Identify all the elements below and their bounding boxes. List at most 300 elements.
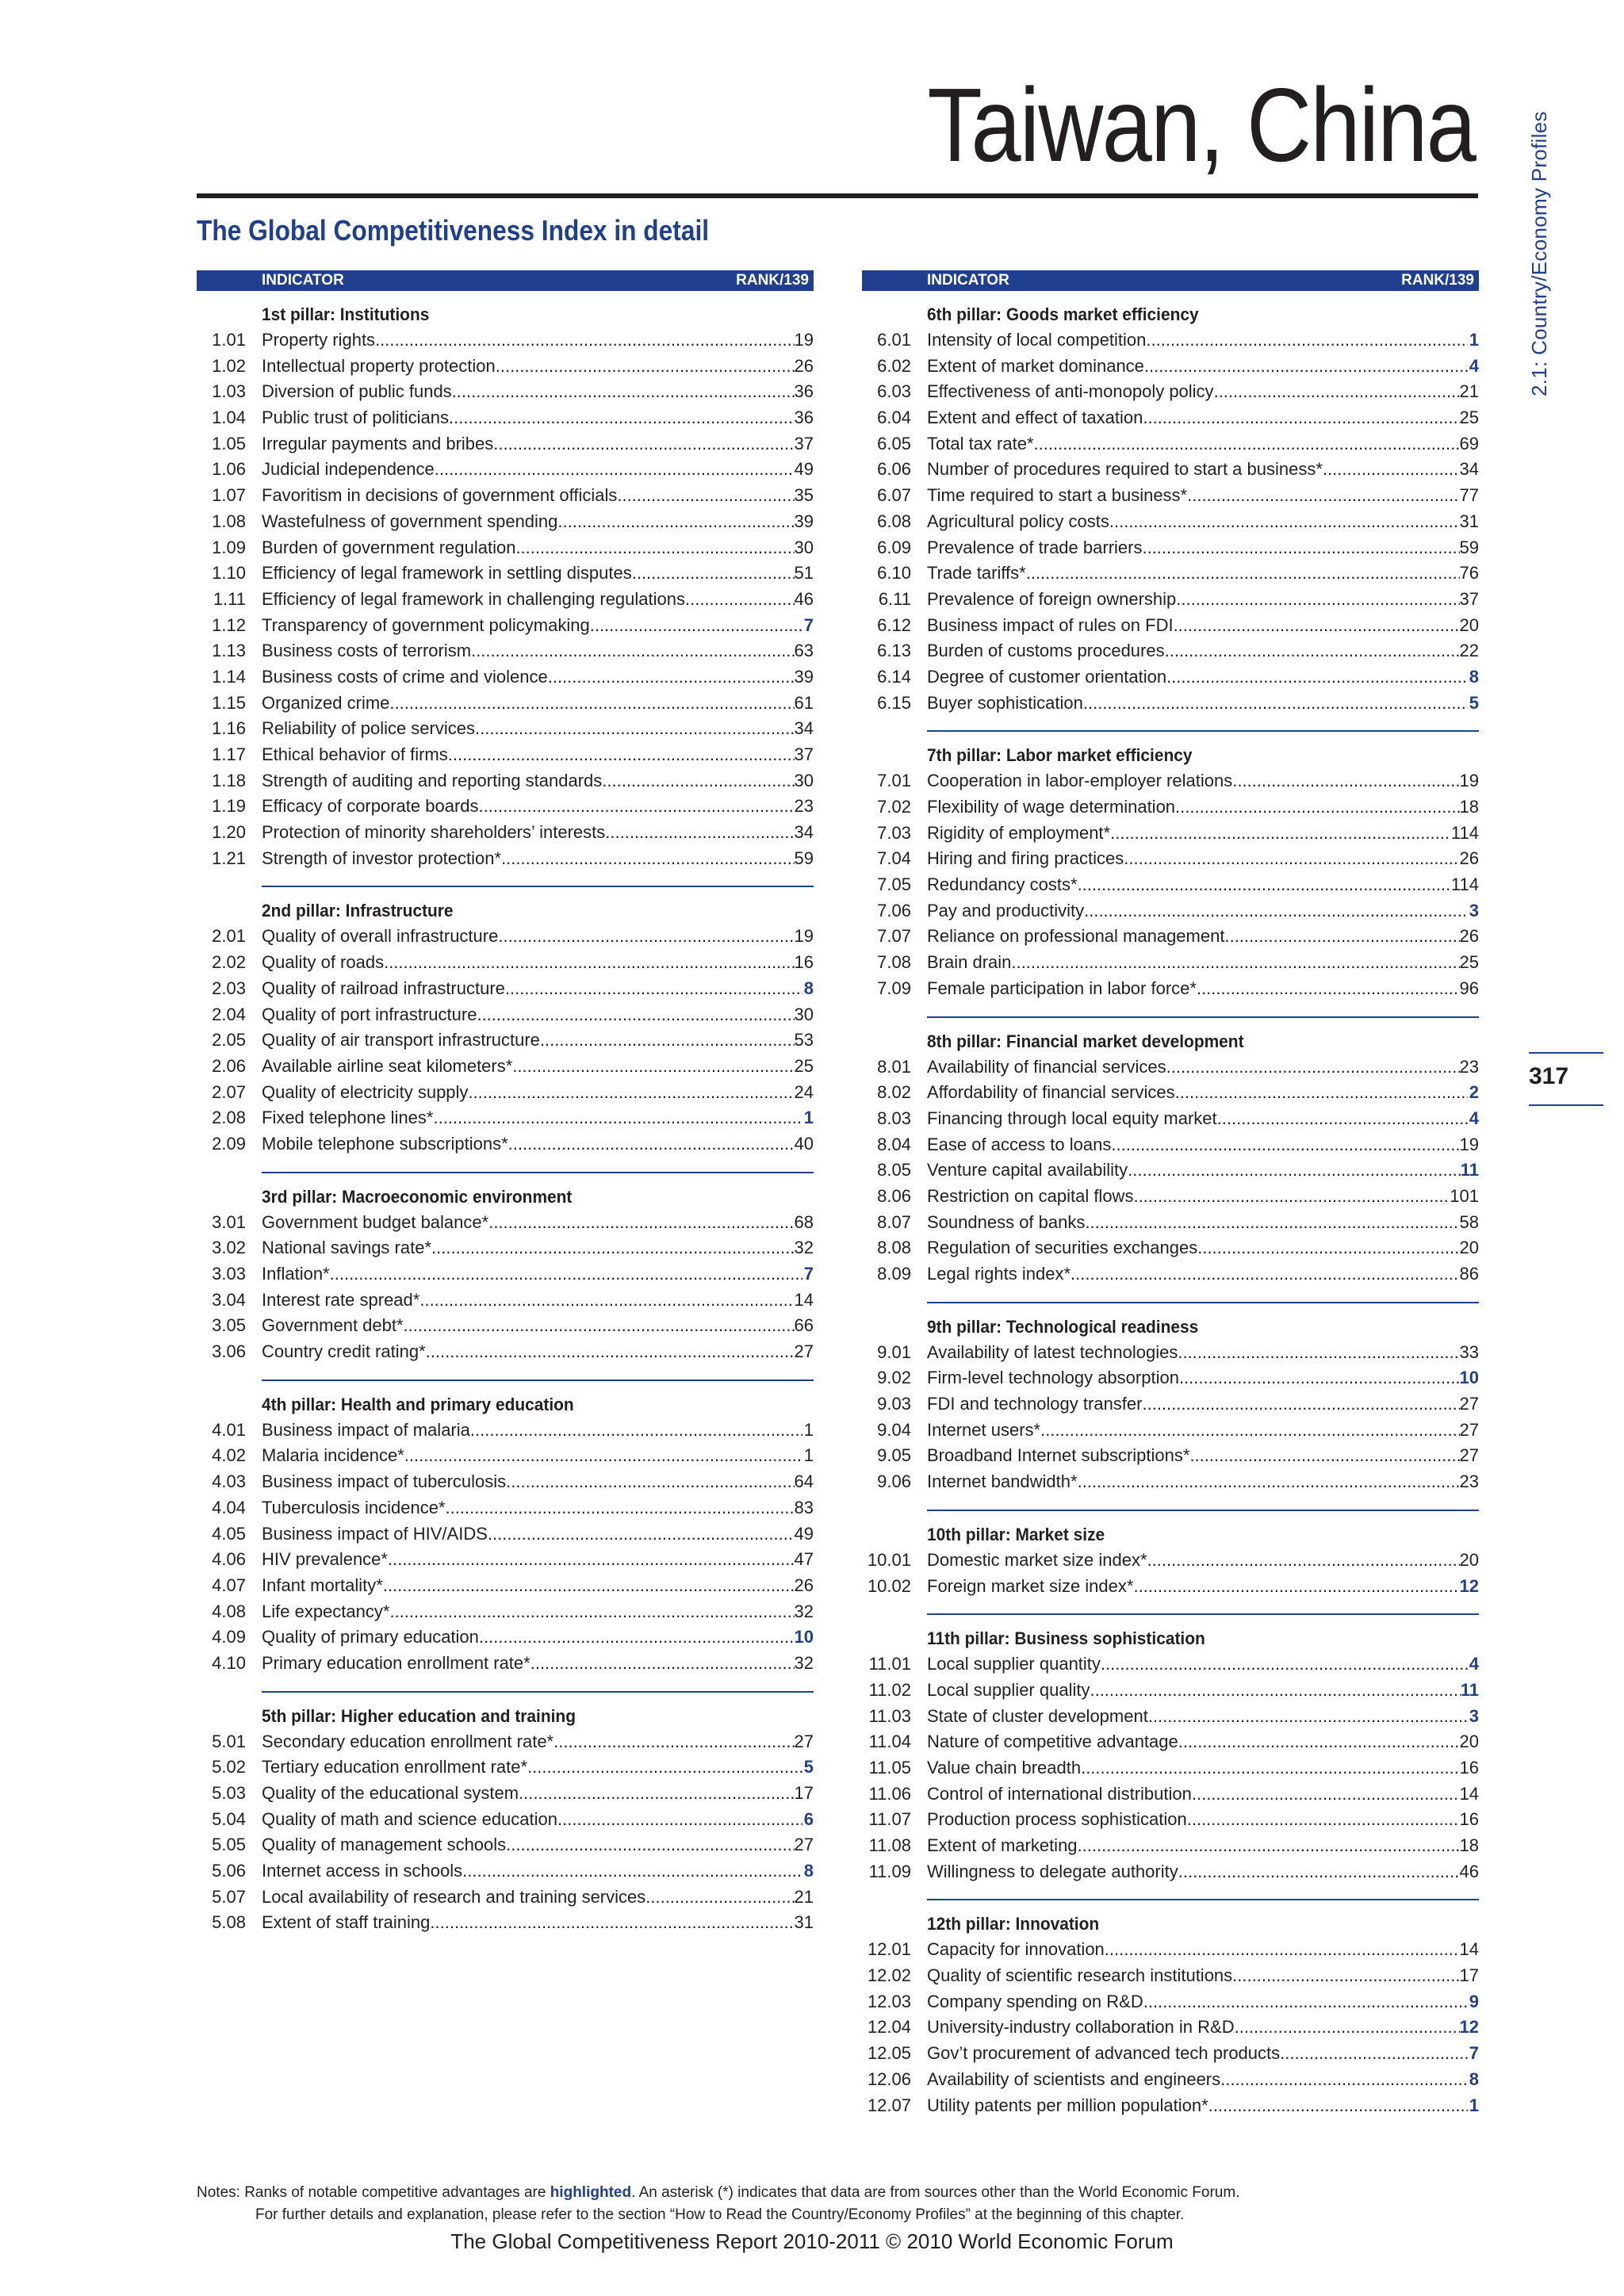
rank-value-highlighted: 1	[1469, 330, 1479, 350]
leader-dots	[1111, 1132, 1459, 1158]
indicator-row	[197, 1651, 814, 1677]
rank-value: 23	[794, 796, 814, 817]
leader-dots	[1197, 976, 1460, 1002]
indicator-row	[862, 1781, 1479, 1808]
leader-dots	[501, 846, 794, 872]
indicator-label: Venture capital availability	[927, 1160, 1128, 1181]
indicator-label: Tuberculosis incidence*	[262, 1497, 446, 1517]
leader-dots	[468, 1080, 794, 1106]
indicator-code: 11.01	[868, 1654, 911, 1674]
rank-value: 59	[1459, 537, 1479, 557]
indicator-code: 6.05	[877, 433, 911, 453]
leader-dots	[1224, 924, 1459, 950]
indicator-row	[862, 846, 1479, 872]
indicator-code: 8.07	[877, 1211, 911, 1232]
rank-value: 19	[1459, 1134, 1479, 1154]
leader-dots	[388, 1547, 795, 1573]
pillar-heading: 11th pillar: Business sophistication	[927, 1628, 1205, 1649]
indicator-row	[862, 1574, 1479, 1600]
rank-value: 23	[1459, 1056, 1479, 1077]
indicator-label-wrap	[927, 1678, 1461, 1704]
rank-value: 35	[794, 485, 814, 506]
indicator-row	[197, 1105, 814, 1131]
rank-value: 1	[803, 1419, 814, 1440]
rank-value-highlighted: 7	[803, 614, 814, 635]
indicator-row	[197, 431, 814, 457]
indicator-code: 2.02	[212, 952, 246, 973]
left-indicator-column	[197, 270, 814, 1936]
indicator-row	[197, 1002, 814, 1028]
indicator-label-wrap	[927, 1210, 1460, 1236]
indicator-label: Burden of customs procedures	[927, 641, 1165, 661]
indicator-row	[197, 1521, 814, 1548]
leader-dots	[1217, 1106, 1468, 1132]
indicator-label-wrap	[262, 1521, 795, 1548]
indicator-label-wrap	[262, 664, 795, 691]
leader-dots	[1078, 872, 1451, 898]
indicator-label-wrap	[262, 1573, 795, 1599]
indicator-code: 4.03	[212, 1471, 246, 1492]
leader-dots	[435, 457, 795, 483]
leader-dots	[506, 1469, 794, 1495]
indicator-label-wrap	[262, 1418, 802, 1444]
indicator-label: Rigidity of employment*	[927, 822, 1111, 843]
indicator-label-wrap	[262, 1105, 802, 1131]
indicator-row	[862, 535, 1479, 561]
indicator-row	[197, 1418, 814, 1444]
indicator-code: 1.20	[212, 822, 246, 843]
indicator-row	[197, 1339, 814, 1365]
indicator-row	[197, 1261, 814, 1288]
indicator-label: Business impact of rules on FDI	[927, 614, 1174, 635]
leader-dots	[1235, 2015, 1460, 2041]
indicator-code: 1.03	[212, 381, 246, 402]
indicator-label: Local supplier quantity	[927, 1654, 1101, 1674]
indicator-row	[197, 1054, 814, 1080]
rank-value: 25	[794, 1055, 814, 1076]
leader-dots	[1178, 1729, 1460, 1755]
page-title: Taiwan, China	[927, 67, 1475, 183]
indicator-row	[862, 1132, 1479, 1158]
rank-value: 114	[1450, 822, 1479, 843]
rank-value: 25	[1459, 952, 1479, 973]
side-running-label: 2.1: Country/Economy Profiles	[1527, 111, 1551, 396]
indicator-row	[197, 405, 814, 431]
indicator-row	[197, 1858, 814, 1885]
indicator-label: Redundancy costs*	[927, 874, 1078, 895]
rank-value-highlighted: 2	[1469, 1082, 1479, 1103]
leader-dots	[1166, 664, 1468, 691]
indicator-label: Affordability of financial services	[927, 1082, 1175, 1103]
indicator-row	[197, 535, 814, 561]
indicator-label-wrap	[927, 1859, 1460, 1885]
indicator-label-wrap	[927, 327, 1468, 354]
indicator-label-wrap	[262, 1261, 802, 1288]
leader-dots	[1105, 1937, 1460, 1963]
rank-value: 27	[794, 1341, 814, 1362]
rank-value: 76	[1459, 563, 1479, 584]
indicator-code: 11.07	[868, 1809, 911, 1830]
leader-dots	[449, 405, 795, 431]
leader-dots	[493, 431, 794, 457]
indicator-label-wrap	[927, 768, 1460, 794]
indicator-row	[197, 924, 814, 950]
leader-dots	[1142, 1391, 1459, 1418]
indicator-label-wrap	[262, 1885, 795, 1911]
leader-dots	[1040, 1418, 1459, 1444]
indicator-row	[197, 457, 814, 483]
leader-dots	[1147, 1548, 1460, 1574]
indicator-row	[197, 613, 814, 639]
pillar-heading: 5th pillar: Higher education and training	[262, 1705, 576, 1726]
indicator-row	[862, 431, 1479, 457]
indicator-label: Property rights	[262, 330, 376, 350]
rank-value-highlighted: 10	[794, 1627, 814, 1647]
indicator-label: Secondary education enrollment rate*	[262, 1731, 554, 1751]
indicator-row	[197, 1080, 814, 1106]
indicator-label-wrap	[927, 2041, 1468, 2067]
indicator-row	[862, 1859, 1479, 1885]
leader-dots	[404, 1313, 795, 1339]
indicator-label-wrap	[927, 1391, 1460, 1418]
pillar-divider	[262, 1380, 814, 1381]
indicator-label: Hiring and firing practices	[927, 848, 1124, 869]
indicator-label-wrap	[927, 1184, 1450, 1210]
indicator-code: 2.04	[212, 1004, 246, 1024]
indicator-label-wrap	[927, 1469, 1460, 1495]
indicator-label-wrap	[927, 587, 1460, 613]
indicator-label-wrap	[262, 1910, 795, 1936]
indicator-code: 9.06	[877, 1471, 911, 1492]
indicator-label-wrap	[927, 872, 1451, 898]
indicator-label-wrap	[262, 1651, 795, 1677]
indicator-label-wrap	[262, 976, 802, 1002]
indicator-label-wrap	[262, 457, 795, 483]
leader-dots	[515, 535, 794, 561]
indicator-code: 7.03	[877, 822, 911, 843]
indicator-row	[862, 1548, 1479, 1574]
leader-dots	[1166, 1054, 1460, 1081]
indicator-label: Government budget balance*	[262, 1211, 489, 1232]
indicator-label-wrap	[927, 354, 1468, 380]
indicator-code: 6.06	[877, 459, 911, 480]
indicator-label: Firm-level technology absorption	[927, 1368, 1179, 1388]
indicator-label-wrap	[262, 1080, 795, 1106]
indicator-label: Flexibility of wage determination	[927, 797, 1176, 817]
rank-value: 26	[794, 1575, 814, 1595]
indicator-row	[197, 768, 814, 794]
indicator-label-wrap	[927, 846, 1460, 872]
indicator-code: 4.02	[212, 1445, 246, 1466]
indicator-label: Available airline seat kilometers*	[262, 1055, 513, 1076]
indicator-code: 1.05	[212, 433, 246, 453]
notes	[197, 2182, 1239, 2226]
pillar-heading: 2nd pillar: Infrastructure	[262, 901, 454, 921]
indicator-code: 8.04	[877, 1134, 911, 1154]
rank-value: 53	[794, 1030, 814, 1050]
indicator-label: Life expectancy*	[262, 1601, 390, 1621]
leader-dots	[1280, 2041, 1468, 2067]
indicator-code: 1.09	[212, 537, 246, 557]
indicator-code: 5.03	[212, 1783, 246, 1803]
indicator-label-wrap	[927, 1833, 1460, 1859]
indicator-label: Fixed telephone lines*	[262, 1108, 434, 1128]
leader-dots	[479, 1624, 795, 1651]
rank-value: 32	[794, 1238, 814, 1258]
leader-dots	[602, 768, 794, 794]
indicator-row	[197, 1313, 814, 1339]
leader-dots	[426, 1339, 795, 1365]
leader-dots	[1189, 1443, 1459, 1469]
indicator-label-wrap	[927, 613, 1460, 639]
page-number-box	[1529, 1052, 1603, 1106]
indicator-row	[862, 1807, 1479, 1833]
rank-value: 30	[794, 770, 814, 790]
indicator-code: 8.09	[877, 1264, 911, 1284]
indicator-label-wrap	[927, 2093, 1468, 2119]
header-indicator: INDICATOR	[262, 272, 344, 289]
indicator-code: 1.10	[212, 563, 246, 584]
indicator-code: 6.11	[878, 588, 911, 609]
indicator-label-wrap	[927, 1132, 1460, 1158]
leader-dots	[685, 587, 795, 613]
rank-value-highlighted: 9	[1469, 1991, 1479, 2011]
indicator-code: 2.09	[212, 1133, 246, 1154]
indicator-label-wrap	[262, 1781, 795, 1807]
indicator-label: Burden of government regulation	[262, 537, 516, 557]
indicator-label: Foreign market size index*	[927, 1575, 1134, 1596]
indicator-label-wrap	[262, 1313, 795, 1339]
indicator-code: 4.01	[212, 1419, 246, 1440]
indicator-row	[862, 1937, 1479, 1963]
indicator-label: Transparency of government policymaking	[262, 614, 590, 635]
indicator-label: Company spending on R&D	[927, 1991, 1143, 2011]
leader-dots	[1083, 691, 1468, 717]
indicator-code: 10.01	[867, 1549, 911, 1570]
rank-value: 17	[1459, 1965, 1479, 1986]
indicator-row	[862, 1340, 1479, 1366]
leader-dots	[389, 1599, 794, 1625]
indicator-row	[862, 1651, 1479, 1678]
indicator-row	[197, 1573, 814, 1599]
indicator-label: Interest rate spread*	[262, 1289, 420, 1310]
indicator-code: 5.07	[212, 1886, 246, 1907]
rank-value: 86	[1459, 1264, 1479, 1284]
indicator-label: Efficiency of legal framework in settling disputes	[262, 563, 632, 584]
indicator-code: 11.04	[868, 1732, 911, 1752]
indicator-row	[197, 1729, 814, 1755]
leader-dots	[452, 379, 795, 405]
leader-dots	[1101, 1651, 1468, 1678]
indicator-label: Legal rights index*	[927, 1264, 1071, 1284]
indicator-row	[862, 691, 1479, 717]
indicator-label-wrap	[262, 846, 795, 872]
indicator-label: Trade tariffs*	[927, 563, 1026, 584]
indicator-label: Extent and effect of taxation	[927, 408, 1143, 428]
indicator-code: 11.09	[868, 1861, 911, 1881]
indicator-label-wrap	[927, 1807, 1460, 1833]
rank-value: 101	[1450, 1185, 1479, 1206]
indicator-code: 1.13	[212, 641, 246, 661]
indicator-label-wrap	[262, 691, 795, 717]
indicator-label: Domestic market size index*	[927, 1549, 1147, 1570]
indicator-label-wrap	[262, 561, 795, 587]
indicator-label-wrap	[262, 1054, 795, 1080]
indicator-label: Agricultural policy costs	[927, 511, 1109, 531]
leader-dots	[605, 820, 794, 846]
indicator-code: 4.09	[212, 1627, 246, 1647]
indicator-label: Quality of management schools	[262, 1835, 507, 1855]
rank-value: 27	[794, 1731, 814, 1751]
indicator-row	[862, 483, 1479, 509]
indicator-label: Extent of market dominance	[927, 355, 1144, 376]
indicator-label-wrap	[927, 561, 1460, 587]
indicator-code: 11.02	[868, 1679, 911, 1700]
indicator-row	[197, 846, 814, 872]
indicator-row	[197, 1469, 814, 1495]
header-rank: RANK/139	[1401, 272, 1474, 289]
indicator-label: Quality of electricity supply	[262, 1081, 469, 1102]
indicator-code: 1.16	[212, 718, 246, 739]
indicator-code: 7.06	[877, 900, 911, 920]
indicator-code: 9.03	[877, 1394, 911, 1414]
indicator-label-wrap	[927, 535, 1460, 561]
indicator-code: 6.12	[877, 614, 911, 635]
rank-value-highlighted: 5	[1469, 692, 1479, 713]
indicator-label: Quality of roads	[262, 952, 385, 973]
rank-value-highlighted: 8	[803, 978, 814, 998]
indicator-label: Production process sophistication	[927, 1809, 1187, 1830]
rank-value: 14	[794, 1289, 814, 1310]
indicator-label: Ethical behavior of firms	[262, 744, 448, 764]
indicator-row	[197, 1781, 814, 1807]
rank-value: 59	[794, 848, 814, 868]
leader-dots	[1178, 1340, 1459, 1366]
indicator-row	[862, 354, 1479, 380]
indicator-label-wrap	[927, 2015, 1460, 2041]
indicator-code: 2.01	[212, 926, 246, 947]
indicator-code: 7.05	[877, 874, 911, 895]
rank-value-highlighted: 10	[1459, 1368, 1479, 1388]
indicator-row	[197, 1832, 814, 1858]
pillar-divider	[927, 1016, 1479, 1018]
indicator-label: Extent of staff training	[262, 1912, 431, 1933]
indicator-code: 4.07	[212, 1575, 246, 1595]
indicator-code: 1.11	[213, 588, 246, 609]
rank-value: 16	[1459, 1809, 1479, 1830]
indicator-row	[862, 2093, 1479, 2119]
leader-dots	[506, 1832, 794, 1858]
pillar-heading: 6th pillar: Goods market efficiency	[927, 304, 1199, 324]
indicator-label: Organized crime	[262, 692, 390, 713]
indicator-code: 1.04	[212, 408, 246, 428]
leader-dots	[498, 924, 794, 950]
indicator-row	[197, 1624, 814, 1651]
right-indicator-column	[862, 270, 1479, 2118]
indicator-label: FDI and technology transfer	[927, 1394, 1143, 1414]
indicator-label-wrap	[927, 1340, 1460, 1366]
indicator-row	[862, 2015, 1479, 2041]
indicator-label: Prevalence of foreign ownership	[927, 588, 1177, 609]
rank-value: 32	[794, 1601, 814, 1621]
footer-copyright: The Global Competitiveness Report 2010-2011 © 2010 World Economic Forum	[450, 2229, 1174, 2253]
rank-value: 96	[1459, 978, 1479, 998]
indicator-code: 6.04	[877, 408, 911, 428]
indicator-label-wrap	[927, 1158, 1461, 1184]
indicator-code: 7.01	[877, 771, 911, 791]
indicator-code: 1.19	[212, 796, 246, 817]
leader-dots	[479, 794, 795, 820]
indicator-row	[862, 457, 1479, 483]
column-header	[197, 270, 814, 291]
indicator-label-wrap	[262, 509, 795, 535]
rank-value: 37	[794, 744, 814, 764]
indicator-code: 8.05	[877, 1160, 911, 1181]
pillar-heading: 7th pillar: Labor market efficiency	[927, 745, 1193, 766]
indicator-row	[862, 327, 1479, 354]
indicator-row	[862, 1443, 1479, 1469]
rank-value-highlighted: 1	[803, 1108, 814, 1128]
rank-value: 46	[1459, 1861, 1479, 1881]
pillar-heading: 4th pillar: Health and primary education	[262, 1394, 574, 1414]
rank-value: 27	[1459, 1445, 1479, 1466]
pillar-divider	[927, 730, 1479, 732]
leader-dots	[540, 1027, 795, 1054]
indicator-label: Broadband Internet subscriptions*	[927, 1445, 1190, 1466]
pillar-divider	[927, 1899, 1479, 1900]
indicator-row	[862, 1235, 1479, 1261]
rank-value: 34	[794, 822, 814, 843]
leader-dots	[389, 691, 794, 717]
indicator-row	[862, 821, 1479, 847]
indicator-label: Female participation in labor force*	[927, 978, 1197, 998]
leader-dots	[1133, 1574, 1459, 1600]
indicator-label-wrap	[262, 1624, 795, 1651]
leader-dots	[632, 561, 795, 587]
indicator-label-wrap	[927, 1937, 1460, 1963]
indicator-label-wrap	[262, 638, 795, 664]
rank-value: 36	[794, 381, 814, 402]
indicator-code: 5.05	[212, 1835, 246, 1855]
indicator-code: 8.06	[877, 1185, 911, 1206]
leader-dots	[448, 742, 795, 768]
indicator-row	[862, 1184, 1479, 1210]
rank-value: 61	[794, 692, 814, 713]
pillar-heading: 12th pillar: Innovation	[927, 1914, 1100, 1934]
leader-dots	[645, 1885, 794, 1911]
leader-dots	[553, 1729, 794, 1755]
indicator-label-wrap	[262, 1729, 795, 1755]
indicator-row	[862, 561, 1479, 587]
indicator-label: Availability of financial services	[927, 1056, 1166, 1077]
indicator-label: Quality of scientific research institutions	[927, 1965, 1233, 1986]
indicator-label-wrap	[927, 431, 1460, 457]
rank-value-highlighted: 12	[1459, 1575, 1479, 1596]
rank-value-highlighted: 3	[1469, 900, 1479, 920]
indicator-code: 2.05	[212, 1030, 246, 1050]
pillar-divider	[927, 1510, 1479, 1511]
rank-value-highlighted: 7	[1469, 2043, 1479, 2064]
indicator-label-wrap	[927, 1729, 1460, 1755]
leader-dots	[530, 1651, 795, 1677]
rank-value-highlighted: 8	[803, 1861, 814, 1881]
indicator-label: HIV prevalence*	[262, 1549, 388, 1570]
pillar-heading: 1st pillar: Institutions	[262, 304, 430, 324]
indicator-label-wrap	[927, 1235, 1460, 1261]
notes-line-2: For further details and explanation, please refer to the section “How to Read the Country/Economy Profiles” at the beginning of this chapter.	[255, 2206, 1185, 2223]
indicator-code: 12.07	[867, 2095, 911, 2115]
indicator-label: Efficacy of corporate boards	[262, 796, 479, 817]
